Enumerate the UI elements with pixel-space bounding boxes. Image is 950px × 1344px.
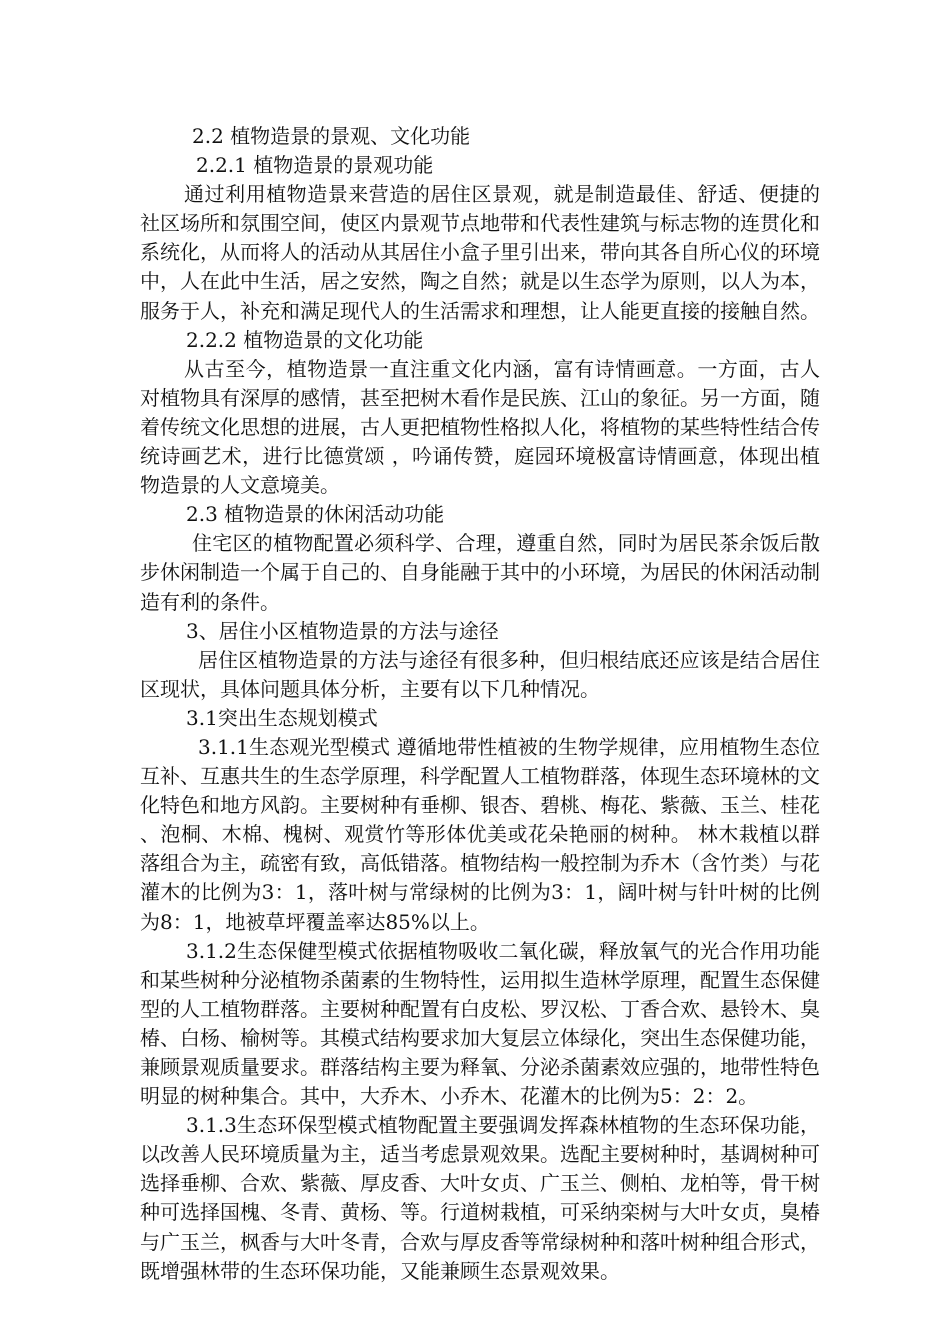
section-2-2-2-heading: 2.2.2 植物造景的文化功能 [186, 327, 424, 352]
paragraph-2-2-2: 从古至今，植物造景一直注重文化内涵，富有诗情画意。一方面，古人对植物具有深厚的感情，甚至把树木看作是民族、江山的象征。另一方面，随着传统文化思想的进展，古人更把植物性格拟人化，将植物的某些特性结合传统诗画艺术，进行比德赏颂 ，吟诵传赞，庭园环境极富诗情画意，体现出植物造景的人文意境美。 [140, 356, 820, 498]
section-2-2-1-heading: 2.2.1 植物造景的景观功能 [196, 153, 434, 178]
section-2-3-heading: 2.3 植物造景的休闲活动功能 [186, 502, 445, 527]
paragraph-3-1-3: 3.1.3生态环保型模式植物配置主要强调发挥森林植物的生态环保功能，以改善人民环境质量为主，适当考虑景观效果。选配主要树种时，基调树种可选择垂柳、合欢、紫薇、厚皮香、大叶女贞、广玉兰、侧柏、龙柏等，骨干树种可选择国槐、冬青、黄杨、等。行道树栽植，可采纳栾树与大叶女贞，臭椿与广玉兰，枫香与大叶冬青，合欢与厚皮香等常绿树种和落叶树种组合形式，既增强林带的生态环保功能，又能兼顾生态景观效果。 [140, 1113, 820, 1283]
section-2-2-heading: 2.2 植物造景的景观、文化功能 [192, 124, 471, 148]
section-3-1-heading: 3.1突出生态规划模式 [186, 705, 378, 730]
paragraph-3-1-1: 3.1.1生态观光型模式 遵循地带性植被的生物学规律，应用植物生态位互补、互惠共生的生态学原理，科学配置人工植物群落，体现生态环境林的文化特色和地方风韵。主要树种有垂柳、银杏、碧桃、梅花、紫薇、玉兰、桂花、泡桐、木棉、槐树、观赏竹等形体优美或花朵艳丽的树种。 林木栽植以群落组合为主，疏密有致，高低错落。植物结构一般控制为乔木（含竹类）与花灌木的比例为3：1，落叶树与常绿树的比例为3：1，阔叶树与针叶树的比例为8：1，地被草坪覆盖率达85%以上。 [140, 734, 820, 934]
section-3-heading: 3、居住小区植物造景的方法与途径 [186, 618, 499, 643]
document-body [140, 122, 820, 1286]
paragraph-2-2-1: 通过利用植物造景来营造的居住区景观，就是制造最佳、舒适、便捷的社区场所和氛围空间，使区内景观节点地带和代表性建筑与标志物的连贯化和系统化，从而将人的活动从其居住小盒子里引出来，带向其各自所心仪的环境中，人在此中生活，居之安然，陶之自然；就是以生态学为原则，以人为本，服务于人，补充和满足现代人的生活需求和理想，让人能更直接的接触自然。 [140, 182, 820, 323]
paragraph-3: 居住区植物造景的方法与途径有很多种，但归根结底还应该是结合居住区现状，具体问题具体分析，主要有以下几种情况。 [140, 647, 820, 701]
paragraph-2-3: 住宅区的植物配置必须科学、合理，遵重自然，同时为居民茶余饭后散步休闲制造一个属于自己的、自身能融于其中的小环境，为居民的休闲活动制造有利的条件。 [140, 531, 820, 614]
paragraph-3-1-2: 3.1.2生态保健型模式依据植物吸收二氧化碳，释放氧气的光合作用功能和某些树种分泌植物杀菌素的生物特性，运用拟生造林学原理，配置生态保健型的人工植物群落。主要树种配置有白皮松、罗汉松、丁香合欢、悬铃木、臭椿、白杨、榆树等。其模式结构要求加大复层立体绿化，突出生态保健功能，兼顾景观质量要求。群落结构主要为释氧、分泌杀菌素效应强的，地带性特色明显的树种集合。其中，大乔木、小乔木、花灌木的比例为5：2：2。 [140, 938, 820, 1109]
